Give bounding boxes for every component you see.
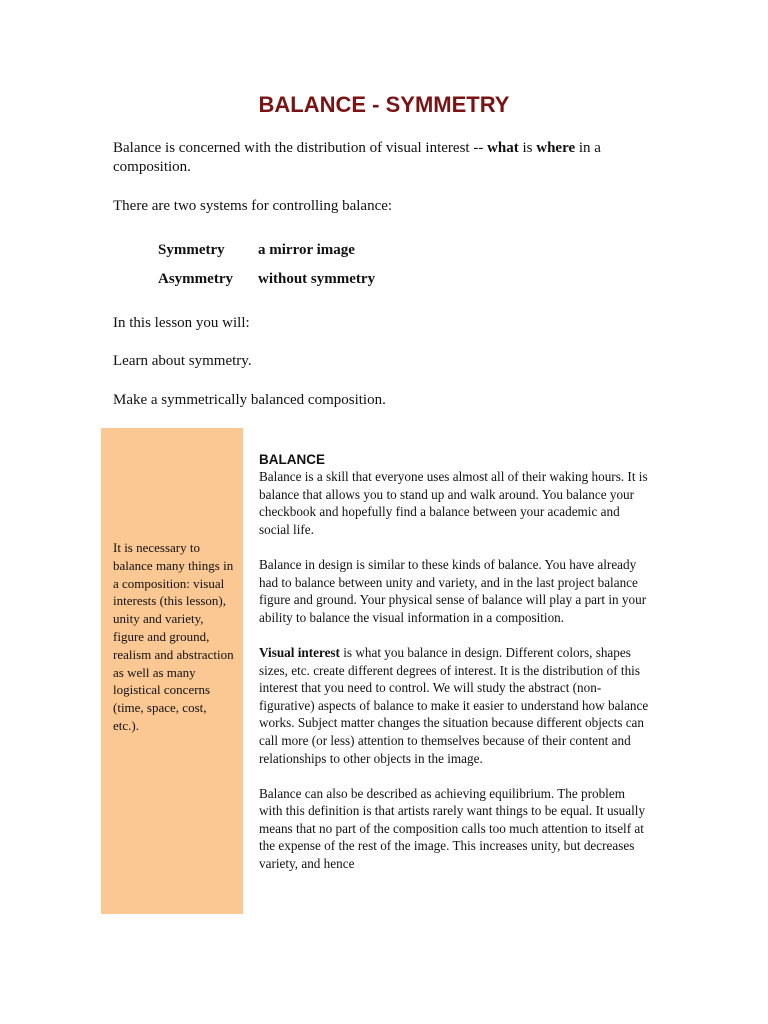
intro-paragraph	[113, 139, 673, 177]
intro-bold-where: where	[536, 140, 576, 156]
lesson-item: Make a symmetrically balanced composition.	[113, 392, 386, 408]
intro-text-start: Balance is concerned with the distribution of visual interest --	[113, 140, 488, 156]
systems-line: There are two systems for controlling balance:	[113, 198, 393, 214]
intro-bold-what: what	[487, 140, 519, 156]
definition-term: Symmetry	[158, 242, 225, 258]
balance-paragraph-3	[259, 644, 651, 767]
page-title: BALANCE - SYMMETRY	[258, 92, 510, 117]
balance-paragraph-2: Balance in design is similar to these kinds of balance. You have already had to balance between unity and variety, and in the last project balance figure and ground. Your physical sense of balance will play a part in your ability to balance the visual information in a composition.	[259, 556, 647, 625]
intro-text-end: in a composition.	[113, 140, 601, 175]
balance-paragraph-1: Balance is a skill that everyone uses almost all of their waking hours. It is balance that allows you to stand up and walk around. You balance your checkbook and hopefully find a balance between your academic and social life.	[259, 469, 648, 537]
balance-paragraph-4: Balance can also be described as achieving equilibrium. The problem with this definition is that artists rarely want things to be equal. It usually means that no part of the composition calls too much attention to itself at the expense of the rest of the image. This increases unity, but decreases variety, and hence	[259, 785, 646, 872]
visual-interest-text: is what you balance in design. Different colors, shapes sizes, etc. create different degrees of interest. It is the distribution of this interest that you need to control. We will study the abstract (non-figurative) aspects of balance to make it easier to understand how balance works. Subject matter changes the situation because different objects can call more (or less) attention to themselves because of their content and relationships to other objects in the image.	[259, 644, 649, 766]
definition-meaning: a mirror image	[258, 242, 355, 258]
definition-term: Asymmetry	[158, 271, 233, 287]
visual-interest-term: Visual interest	[259, 644, 340, 660]
lesson-intro: In this lesson you will:	[113, 315, 250, 331]
sidebar-text: It is necessary to balance many things in a composition: visual interests (this lesson), unity and variety, figure and ground, realism and abstraction as well as many logistical concerns (time, space, cost, etc.).	[113, 540, 234, 733]
section-heading: BALANCE	[259, 452, 325, 467]
definition-row-asymmetry	[158, 270, 375, 289]
intro-text-is: is	[518, 140, 537, 156]
sidebar-box	[101, 428, 243, 914]
definition-meaning: without symmetry	[258, 271, 376, 287]
definition-row-symmetry	[158, 241, 355, 260]
lesson-item: Learn about symmetry.	[113, 353, 252, 369]
main-column	[259, 451, 651, 890]
